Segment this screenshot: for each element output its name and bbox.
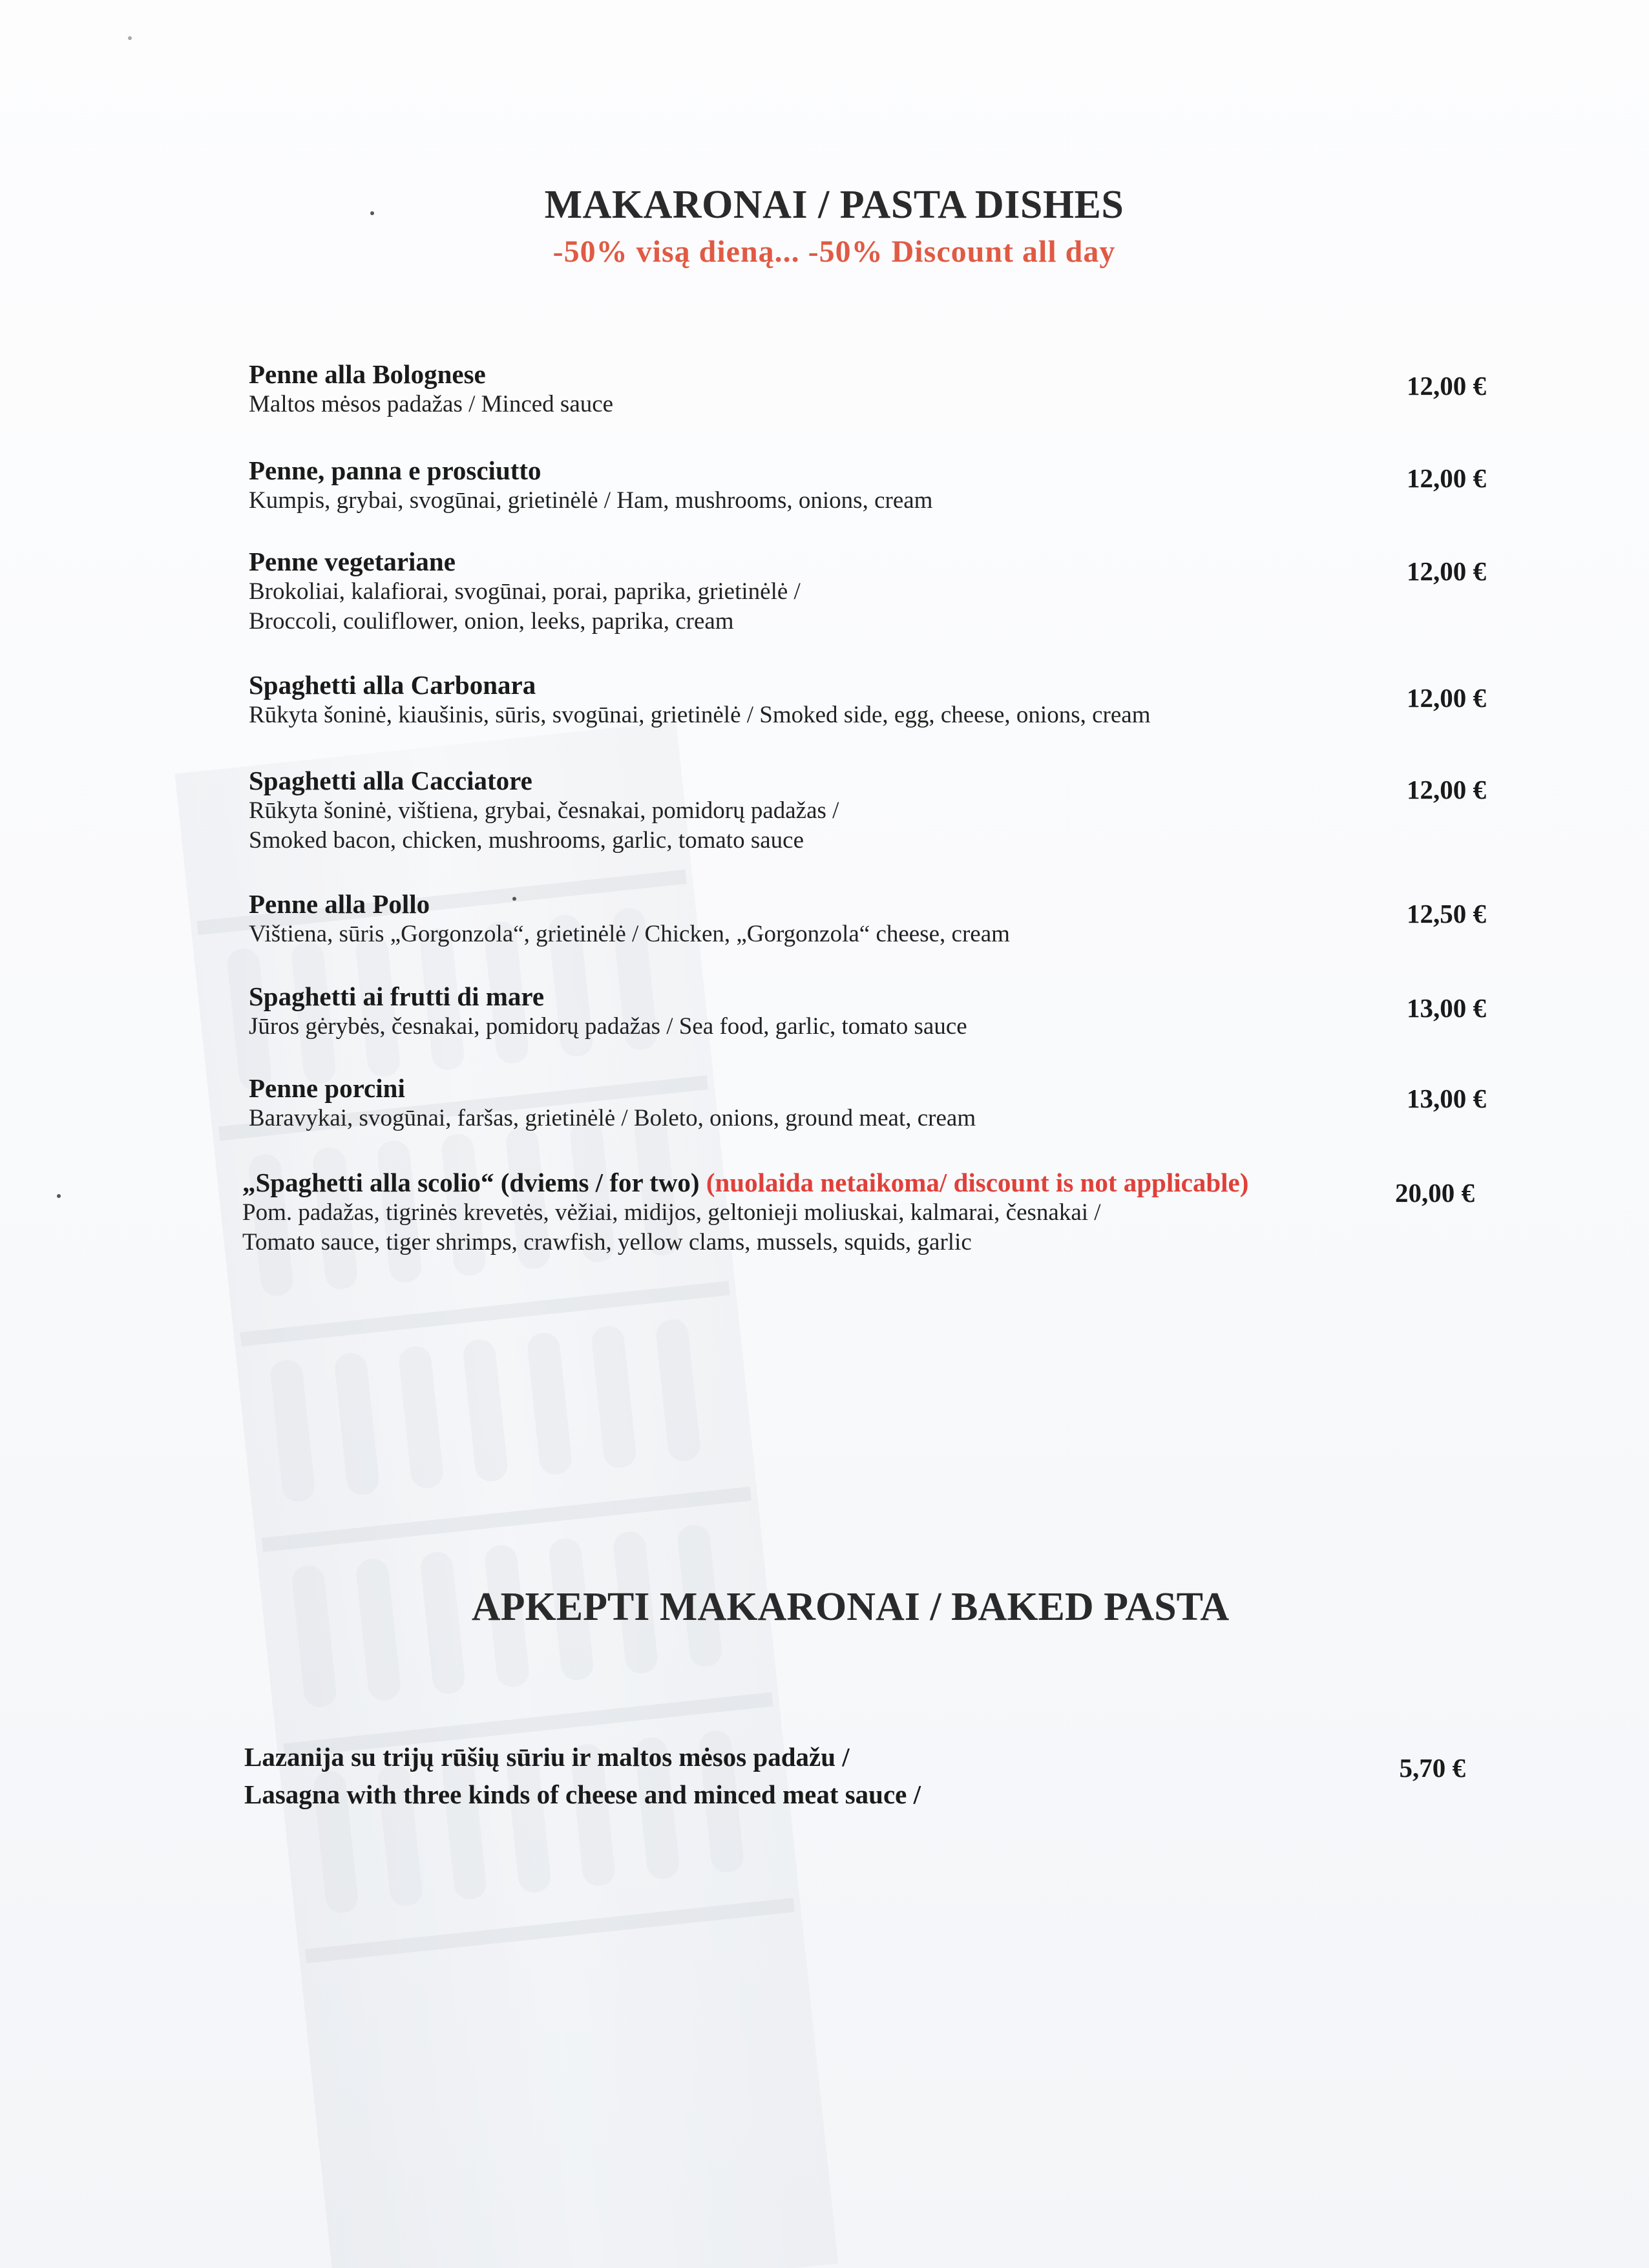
item-name-text: „Spaghetti alla scolio“ (dviems / for two) — [242, 1168, 700, 1197]
item-name: Penne alla Pollo — [249, 889, 430, 919]
item-description: Kumpis, grybai, svogūnai, grietinėlė / Ham, mushrooms, onions, cream — [249, 487, 933, 514]
item-description: Brokoliai, kalafiorai, svogūnai, porai, paprika, grietinėlė / — [249, 578, 801, 605]
menu-item — [249, 765, 1412, 856]
item-price: 12,00 € — [1407, 463, 1486, 493]
item-description: Tomato sauce, tiger shrimps, crawfish, yellow clams, mussels, squids, garlic — [242, 1229, 972, 1255]
item-description: Baravykai, svogūnai, faršas, grietinėlė / Boleto, onions, ground meat, cream — [249, 1105, 976, 1131]
item-price: 12,00 € — [1407, 556, 1486, 586]
menu-item — [249, 359, 1412, 419]
item-description: Rūkyta šoninė, vištiena, grybai, česnakai, pomidorų padažas / — [249, 797, 839, 824]
item-name: Lazanija su trijų rūšių sūriu ir maltos mėsos padažu / — [244, 1742, 850, 1772]
pasta-section-title: MAKARONAI / PASTA DISHES — [544, 183, 1124, 227]
item-description: Smoked bacon, chicken, mushrooms, garlic, tomato sauce — [249, 827, 804, 854]
item-name: Spaghetti ai frutti di mare — [249, 982, 545, 1011]
item-name: Lasagna with three kinds of cheese and minced meat sauce / — [244, 1780, 921, 1809]
baked-section-title: APKEPTI MAKARONAI / BAKED PASTA — [471, 1585, 1230, 1629]
item-name: Penne, panna e prosciutto — [249, 456, 541, 485]
item-name: Spaghetti alla Cacciatore — [249, 766, 532, 795]
item-price: 20,00 € — [1395, 1178, 1475, 1208]
menu-item — [244, 1738, 1407, 1813]
menu-item — [242, 1167, 1405, 1257]
item-name: Penne alla Bolognese — [249, 359, 486, 389]
item-price: 12,00 € — [1407, 683, 1486, 713]
item-price: 5,70 € — [1399, 1753, 1465, 1783]
item-price: 12,00 € — [1407, 371, 1486, 401]
menu-item — [249, 888, 1412, 949]
item-name — [242, 1167, 1405, 1198]
menu-item — [249, 981, 1412, 1042]
item-name: Spaghetti alla Carbonara — [249, 670, 536, 700]
item-price: 13,00 € — [1407, 993, 1486, 1023]
item-price: 12,50 € — [1407, 899, 1486, 929]
discount-note: (nuolaida netaikoma/ discount is not applicable) — [706, 1168, 1249, 1197]
item-description: Broccoli, couliflower, onion, leeks, paprika, cream — [249, 608, 734, 635]
item-name: Penne porcini — [249, 1073, 405, 1103]
item-name: Penne vegetariane — [249, 547, 456, 576]
item-description: Jūros gėrybės, česnakai, pomidorų padažas / Sea food, garlic, tomato sauce — [249, 1013, 967, 1040]
item-price: 12,00 € — [1407, 775, 1486, 804]
menu-item — [249, 546, 1412, 636]
discount-subtitle: -50% visą dieną... -50% Discount all day — [552, 235, 1116, 269]
item-description: Vištiena, sūris „Gorgonzola“, grietinėlė / Chicken, „Gorgonzola“ cheese, cream — [249, 921, 1010, 947]
scan-speck — [128, 36, 132, 40]
menu-item — [249, 669, 1412, 730]
item-description: Pom. padažas, tigrinės krevetės, vėžiai, midijos, geltonieji moliuskai, kalmarai, česnakai / — [242, 1199, 1101, 1226]
scan-speck — [57, 1194, 61, 1198]
menu-item — [249, 455, 1412, 516]
item-price: 13,00 € — [1407, 1084, 1486, 1113]
item-description: Rūkyta šoninė, kiaušinis, sūris, svogūnai, grietinėlė / Smoked side, egg, cheese, onions, cream — [249, 702, 1151, 728]
item-description: Maltos mėsos padažas / Minced sauce — [249, 391, 614, 417]
menu-item — [249, 1073, 1412, 1133]
